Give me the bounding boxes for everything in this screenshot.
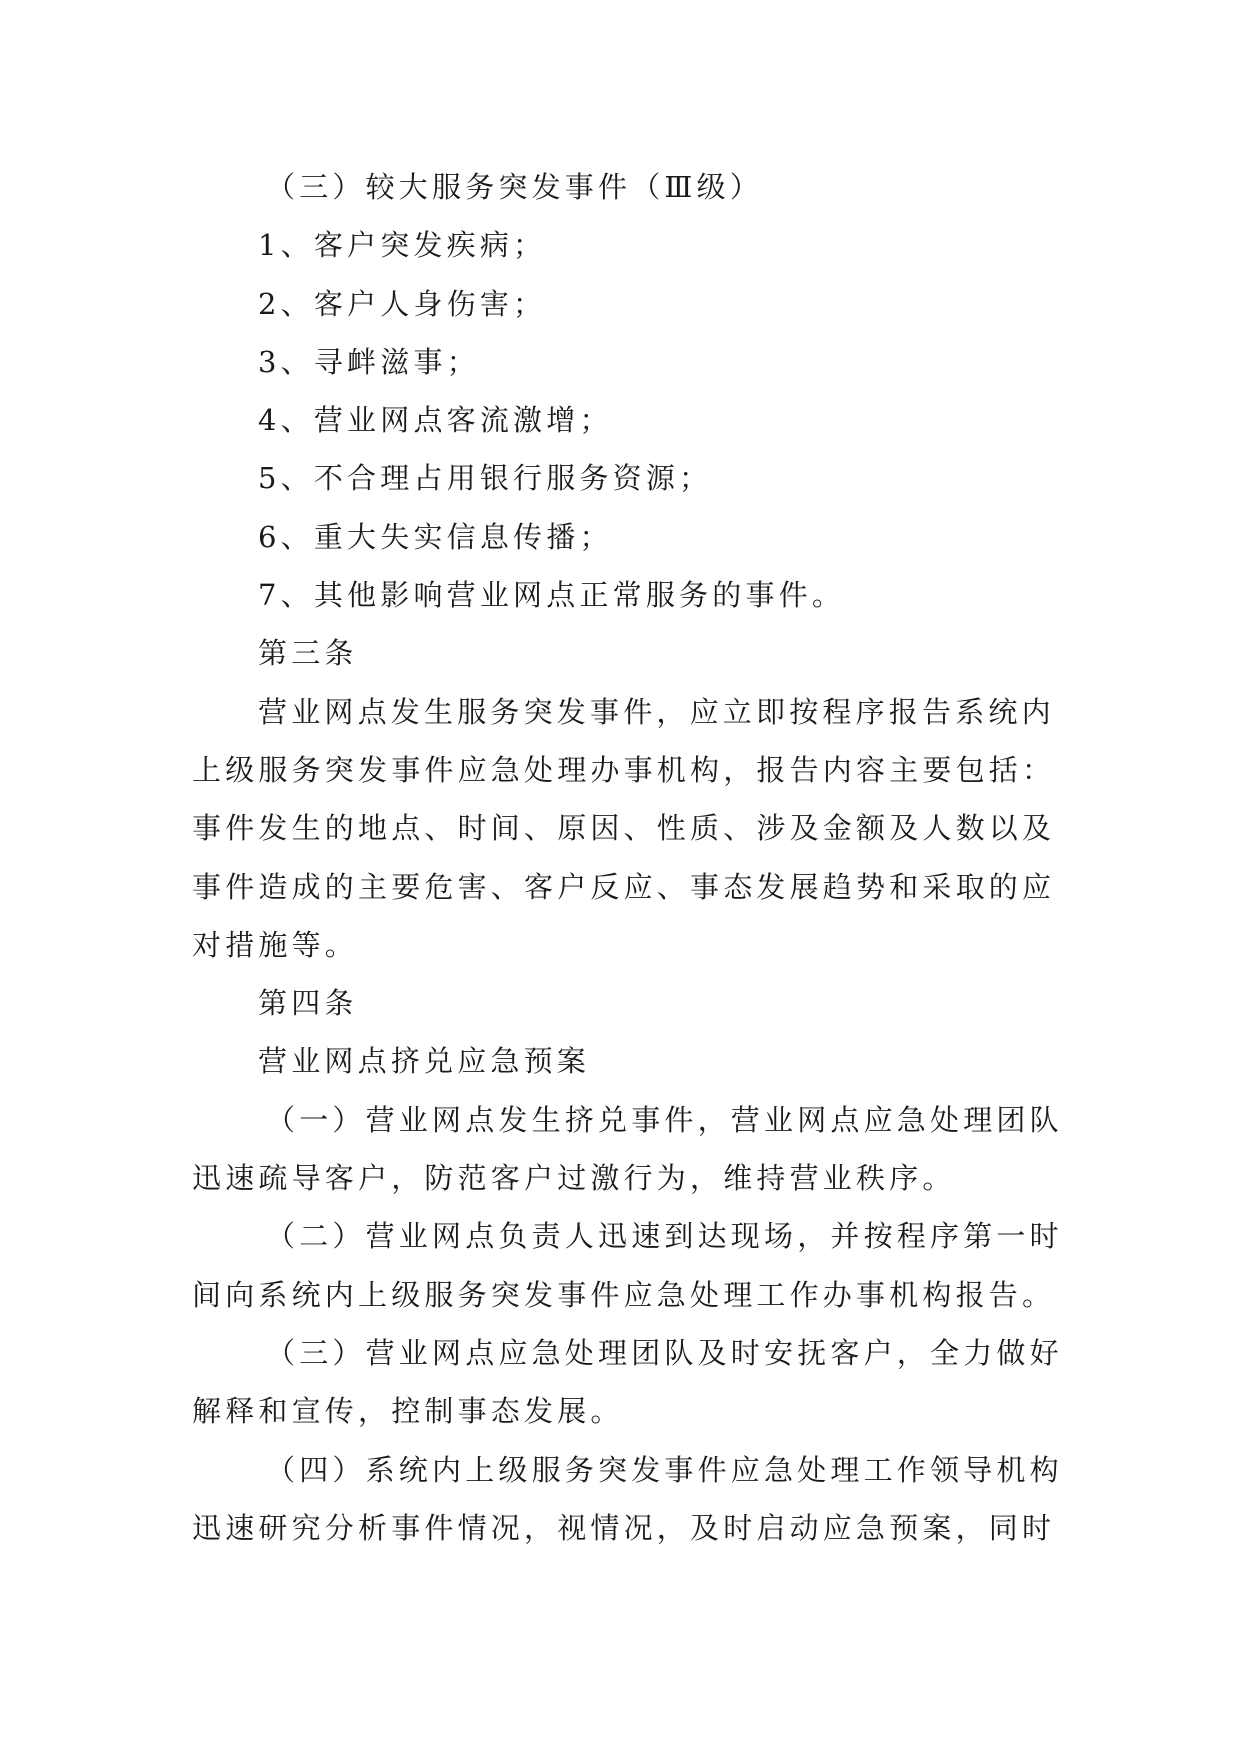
document-body [192,158,1068,1557]
list-item: 5、不合理占用银行服务资源； [258,461,713,496]
list-item: 3、寻衅滋事； [258,344,480,379]
plan-title: 营业网点挤兑应急预案 [258,1044,591,1079]
list-item: 4、营业网点客流激增； [258,403,613,438]
article-heading: 第四条 [258,986,358,1021]
paragraph-line: （一）营业网点发生挤兑事件，营业网点应急处理团队 [266,1102,1063,1137]
paragraph-line: 营业网点发生服务突发事件，应立即按程序报告系统内 [258,694,1055,729]
paragraph-line: 上级服务突发事件应急处理办事机构，报告内容主要包括： [192,752,1056,787]
paragraph-line: 解释和宣传，控制事态发展。 [192,1394,624,1429]
paragraph-line: 间向系统内上级服务突发事件应急处理工作办事机构报告。 [192,1277,1056,1312]
section-heading-level-3: （三）较大服务突发事件（Ⅲ级） [266,170,763,204]
list-item: 6、重大失实信息传播； [258,519,613,554]
paragraph-line: （二）营业网点负责人迅速到达现场，并按程序第一时 [266,1219,1063,1254]
paragraph-line: 事件发生的地点、时间、原因、性质、涉及金额及人数以及 [192,811,1056,846]
paragraph-line: 迅速研究分析事件情况，视情况，及时启动应急预案，同时 [192,1510,1056,1545]
list-item: 1、客户突发疾病； [258,228,547,263]
paragraph-line: （三）营业网点应急处理团队及时安抚客户，全力做好 [266,1335,1063,1370]
paragraph-line: 迅速疏导客户，防范客户过激行为，维持营业秩序。 [192,1161,956,1196]
paragraph-line: 对措施等。 [192,927,359,962]
paragraph-line: 事件造成的主要危害、客户反应、事态发展趋势和采取的应 [192,869,1056,904]
article-heading: 第三条 [258,636,358,671]
list-item: 2、客户人身伤害； [258,286,547,321]
list-item: 7、其他影响营业网点正常服务的事件。 [258,578,846,613]
paragraph-line: （四）系统内上级服务突发事件应急处理工作领导机构 [266,1452,1063,1487]
